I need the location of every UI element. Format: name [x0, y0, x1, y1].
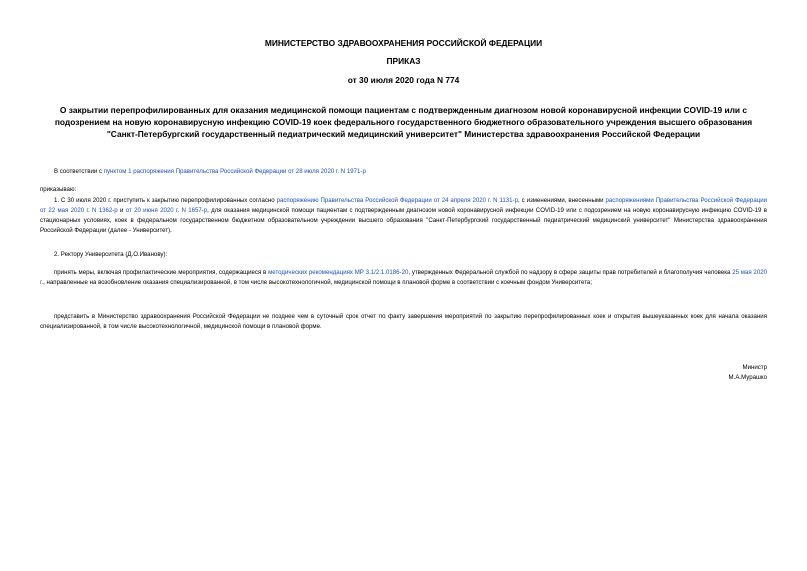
- item-1-text-1: 1. С 30 июля 2020 г. приступить к закрытию перепрофилированных согласно: [54, 197, 277, 204]
- basis-link[interactable]: пунктом 1 распоряжения Правительства Российской Федерации от 28 июля 2020 г. N 1971-р: [103, 168, 366, 175]
- signature-name: М.А.Мурашко: [728, 374, 767, 381]
- document-type: ПРИКАЗ: [386, 56, 421, 66]
- basis-prefix: В соответствии с: [54, 168, 104, 175]
- subitem-1-link-guidelines[interactable]: методических рекомендациях МР 3.1/2.1.0186-20: [268, 269, 409, 276]
- signature-position: Министр: [742, 364, 767, 371]
- subitem-1-link-date[interactable]: 25 мая 2020 г.: [40, 269, 767, 286]
- subitem-1-text-1: принять меры, включая профилактические мероприятия, содержащиеся в: [54, 269, 269, 276]
- item-1-link-decree-1657[interactable]: от 20 июня 2020 г. N 1657-р: [125, 207, 208, 214]
- basis-paragraph: [40, 167, 767, 177]
- document-title: О закрытии перепрофилированных для оказания медицинской помощи пациентам с подтвержденным диагнозом новой коронавирусной инфекции COVID-19 или с подозрением на новую коронавирусную инфекцию COVID-19 коек федерального государственного бюджетного образовательного учреждения высшего образования "Санкт-Петербургский государственный педиатрический медицинский университет" Министерства здравоохранения Российской Федерации: [54, 105, 753, 139]
- item-1-text-4: , для оказания медицинской помощи пациентам с подтвержденным диагнозом новой коронавирусной инфекции COVID-19 или с подозрением на новую коронавирусную инфекцию COVID-19 в стационарных условиях, коек в федеральном государственном бюджетном образовательном учреждении высшего образования "Санкт-Петербургский государственный педиатрический медицинский университет" Министерства здравоохранения Российской Федерации (далее - Университет).: [40, 207, 767, 234]
- order-word: приказываю:: [40, 186, 77, 193]
- subitem-1-paragraph: [40, 268, 767, 288]
- subitem-1-text-3: , направленные на возобновление оказания специализированной, в том числе высокотехнологичной, медицинской помощи в плановой форме в соответствии с коечным фондом Университета;: [43, 279, 593, 286]
- item-1-paragraph: [40, 196, 767, 236]
- item-1-text-2: , с изменениями, внесенными: [517, 197, 606, 204]
- subitem-1-text-2: , утвержденных Федеральной службой по надзору в сфере защиты прав потребителей и благополучия человека: [408, 269, 733, 276]
- ministry-heading: МИНИСТЕРСТВО ЗДРАВООХРАНЕНИЯ РОССИЙСКОЙ ФЕДЕРАЦИИ: [264, 38, 543, 48]
- item-1-link-decree-1131[interactable]: распоряжению Правительства Российской Федерации от 24 апреля 2020 г. N 1131-р: [276, 197, 518, 204]
- item-1-text-3: и: [117, 207, 126, 214]
- item-1-link-decree-1362[interactable]: распоряжениями Правительства Российской Федерации от 22 мая 2020 г. N 1362-р: [40, 197, 768, 214]
- subitem-2-paragraph: представить в Министерство здравоохранения Российской Федерации не позднее чем в суточный срок отчет по факту завершения мероприятий по закрытию перепрофилированных коек и открытия вышеуказанных коек для начала оказания специализированной, в том числе высокотехнологичной, медицинской помощи в плановой форме.: [40, 313, 767, 330]
- item-2-paragraph: 2. Ректору Университета (Д.О.Иванову):: [54, 251, 168, 258]
- document-date-number: от 30 июля 2020 года N 774: [347, 75, 460, 85]
